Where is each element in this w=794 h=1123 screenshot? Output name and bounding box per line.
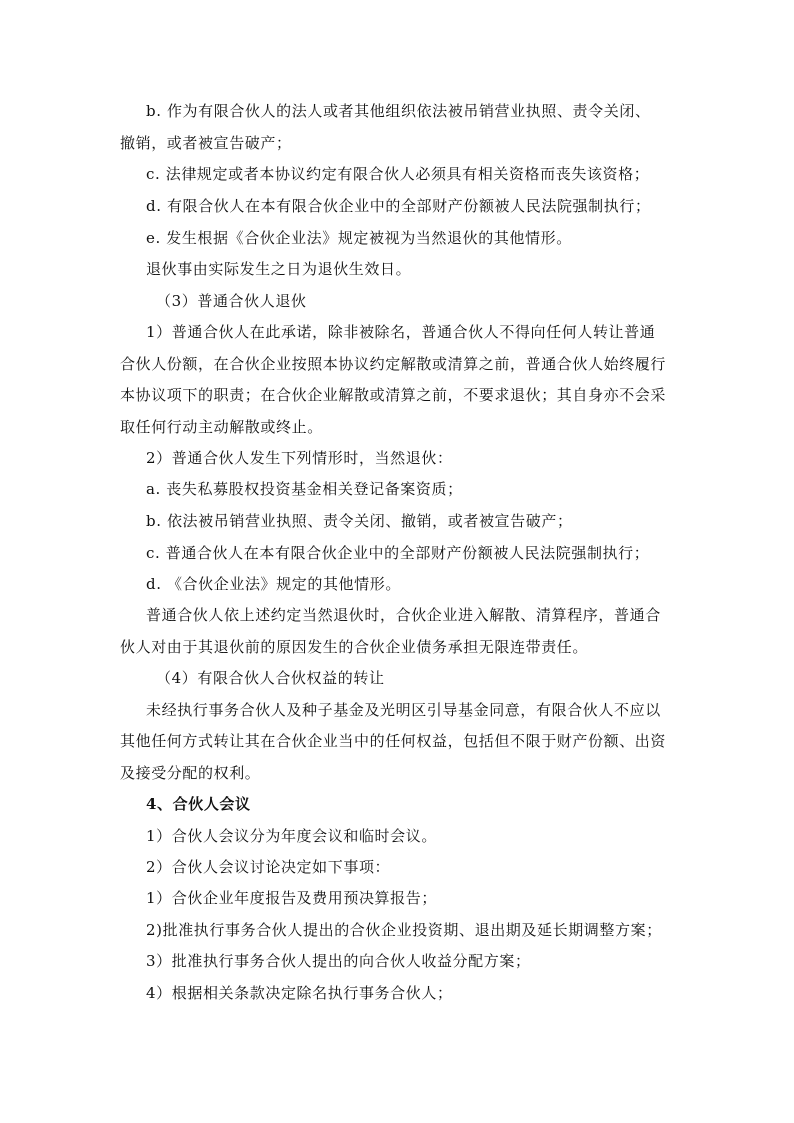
gp-item-a: a. 丧失私募股权投资基金相关登记备案资质； [146,480,463,498]
item-d: d. 有限合伙人在本有限合伙企业中的全部财产份额被人民法院强制执行； [146,197,651,215]
meeting-item-1: 1）合伙人会议分为年度会议和临时会议。 [146,827,437,845]
gp-withdrawal-conditions: 2）普通合伙人发生下列情形时，当然退伙： [146,449,453,467]
matter-item-4: 4）根据相关条款决定除名执行事务合伙人； [146,984,453,1002]
gp-liability-line-1: 普通合伙人依上述约定当然退伙时，合伙企业进入解散、清算程序，普通合 [146,606,661,624]
item-b-line-2: 撤销，或者被宣告破产； [120,134,292,152]
partners-meeting-heading: 4、合伙人会议 [146,795,251,813]
gp-commitment-line-1: 1）普通合伙人在此承诺，除非被除名，普通合伙人不得向任何人转让普通 [146,323,656,341]
gp-commitment-line-3: 本协议项下的职责；在合伙企业解散或清算之前，不要求退伙；其自身亦不会采 [120,386,667,404]
gp-item-d: d. 《合伙企业法》规定的其他情形。 [146,575,401,593]
section-3-heading: （3）普通合伙人退伙 [156,292,307,310]
matter-item-1: 1）合伙企业年度报告及费用预决算报告； [146,889,437,907]
gp-commitment-line-4: 取任何行动主动解散或终止。 [120,418,323,436]
lp-transfer-line-2: 其他任何方式转让其在合伙企业当中的任何权益，包括但不限于财产份额、出资 [120,732,667,750]
item-c: c. 法律规定或者本协议约定有限合伙人必须具有相关资格而丧失该资格； [146,165,650,183]
meeting-item-2: 2）合伙人会议讨论决定如下事项： [146,858,391,876]
gp-commitment-line-2: 合伙人份额，在合伙企业按照本协议约定解散或清算之前，普通合伙人始终履行 [120,355,667,373]
lp-transfer-line-1: 未经执行事务合伙人及种子基金及光明区引导基金同意，有限合伙人不应以 [146,701,661,719]
item-e: e. 发生根据《合伙企业法》规定被视为当然退伙的其他情形。 [146,229,572,247]
gp-item-b: b. 依法被吊销营业执照、责令关闭、撤销，或者被宣告破产； [146,512,573,530]
matter-item-2: 2)批准执行事务合伙人提出的合伙企业投资期、退出期及延长期调整方案； [146,921,662,939]
effective-date-paragraph: 退伙事由实际发生之日为退伙生效日。 [146,260,412,278]
section-4-heading: （4）有限合伙人合伙权益的转让 [156,669,385,687]
lp-transfer-line-3: 及接受分配的权利。 [120,764,261,782]
matter-item-3: 3）批准执行事务合伙人提出的向合伙人收益分配方案； [146,952,531,970]
gp-item-c: c. 普通合伙人在本有限合伙企业中的全部财产份额被人民法院强制执行； [146,544,650,562]
gp-liability-line-2: 伙人对由于其退伙前的原因发生的合伙企业债务承担无限连带责任。 [120,638,589,656]
item-b-line-1: b. 作为有限合伙人的法人或者其他组织依法被吊销营业执照、责令关闭、 [146,102,651,120]
